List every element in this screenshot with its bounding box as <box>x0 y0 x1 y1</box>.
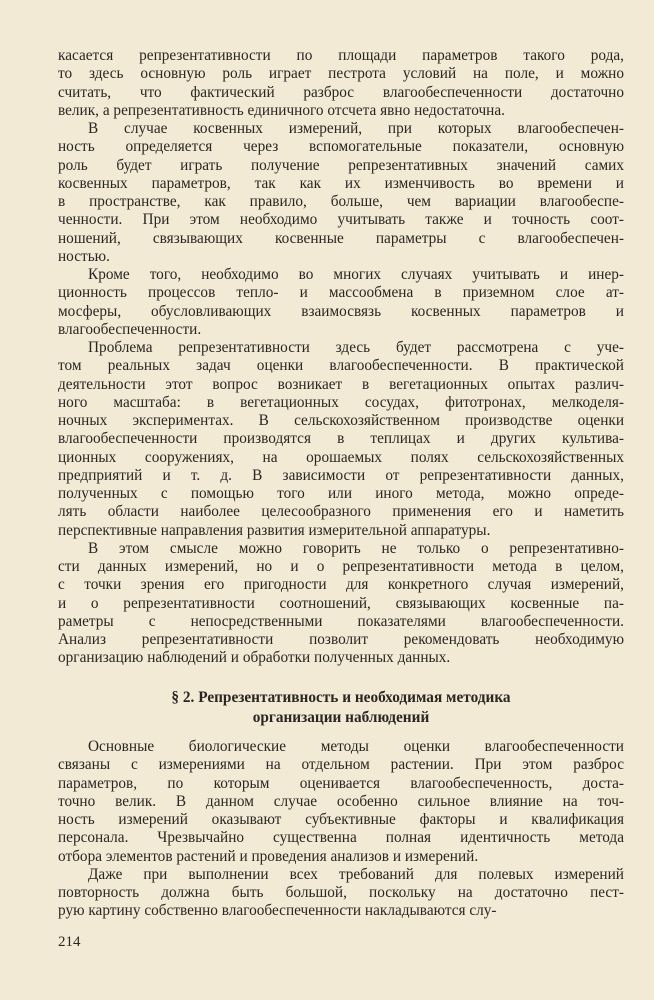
text-line: предприятий и т. д. В зависимости от репрезентативности данных, <box>58 466 624 484</box>
text-line: повторность должна быть большой, поскольку на достаточно пест- <box>58 884 624 901</box>
text-line: ционных сооружениях, на орошаемых полях сельскохозяйственных <box>58 448 624 466</box>
text-line: Проблема репрезентативности здесь будет рассмотрена с уче- <box>88 339 624 356</box>
text-line: то здесь основную роль играет пестрота условий на поле, и можно <box>58 65 624 83</box>
section-heading-line-1: § 2. Репрезентативность и необходимая методика <box>171 689 511 706</box>
text-line: влагообеспеченности производятся в теплицах и других культива- <box>58 430 624 448</box>
text-line: сти данных измерений, но и о репрезентативности метода в целом, <box>58 558 624 575</box>
text-line: ночных экспериментах. В сельскохозяйственном производстве оценки <box>58 412 624 429</box>
text-line: ность измерений оказывают субъективные факторы и квалификация <box>58 811 624 828</box>
text-line: ность определяется через вспомогательные показатели, основную <box>58 138 624 156</box>
text-line: Основные биологические методы оценки влагообеспеченности <box>88 738 624 755</box>
text-line: ного масштаба: в вегетационных сосудах, фитотронах, мелкоделя- <box>58 393 624 411</box>
text-line: с точки зрения его пригодности для конкретного случая измерений, <box>58 576 624 594</box>
text-line: деятельности этот вопрос возникает в вегетационных опытах различ- <box>58 375 624 393</box>
text-line: влагообеспеченности. <box>58 320 202 338</box>
text-line: организацию наблюдений и обработки полученных данных. <box>58 649 451 667</box>
page-number: 214 <box>58 934 81 950</box>
text-line: считать, что фактический разброс влагообеспеченности достаточно <box>58 83 624 101</box>
text-line: точно велик. В данном случае особенно сильное влияние на точ- <box>58 792 624 810</box>
text-line: связаны с измерениями на отдельном растении. При этом разброс <box>58 756 624 774</box>
text-line: лять области наиболее целесообразного применения его и наметить <box>58 503 624 521</box>
text-line: раметры с непосредственными показателями влагообеспеченности. <box>58 612 624 630</box>
text-line: Кроме того, необходимо во многих случаях учитывать и инер- <box>88 266 624 283</box>
text-line: В этом смысле можно говорить не только о репрезентативно- <box>88 539 624 557</box>
text-line: ношений, связывающих косвенные параметры с влагообеспечен- <box>58 229 624 247</box>
text-line: роль будет играть получение репрезентативных значений самих <box>58 156 624 174</box>
text-line: ченности. При этом необходимо учитывать также и точность соот- <box>58 211 624 229</box>
text-line: Анализ репрезентативности позволит рекомендовать необходимую <box>58 631 624 648</box>
text-line: персонала. Чрезвычайно существенна полная идентичность метода <box>58 829 624 847</box>
text-line: мосферы, обусловливающих взаимосвязь косвенных параметров и <box>58 302 624 320</box>
text-line: велик, а репрезентативность единичного отсчета явно недостаточна. <box>58 101 505 119</box>
text-line: перспективные направления развития измерительной аппаратуры. <box>58 521 491 539</box>
section-heading-line-2: организации наблюдений <box>252 709 430 726</box>
text-line: в пространстве, как правило, больше, чем вариации влагообеспе- <box>58 193 624 210</box>
text-line: рую картину собственно влагообеспеченности накладываются слу- <box>58 902 497 920</box>
text-line: и о репрезентативности соотношений, связывающих косвенные па- <box>58 594 624 612</box>
text-line: том реальных задач оценки влагообеспеченности. В практической <box>58 357 624 375</box>
text-line: В случае косвенных измерений, при которых влагообеспечен- <box>88 120 624 137</box>
text-line: отбора элементов растений и проведения анализов и измерений. <box>58 847 479 865</box>
text-line: параметров, по которым оценивается влагообеспеченность, доста- <box>58 774 624 792</box>
text-line: косвенных параметров, так как их изменчивость во времени и <box>58 174 624 192</box>
text-line: касается репрезентативности по площади параметров такого рода, <box>58 47 624 64</box>
text-line: ционность процессов тепло- и массообмена в приземном слое ат- <box>58 284 624 302</box>
text-line: полученных с помощью того или иного метода, можно опреде- <box>58 485 624 502</box>
text-line: ностью. <box>58 247 110 265</box>
text-line: Даже при выполнении всех требований для полевых измерений <box>88 865 624 883</box>
